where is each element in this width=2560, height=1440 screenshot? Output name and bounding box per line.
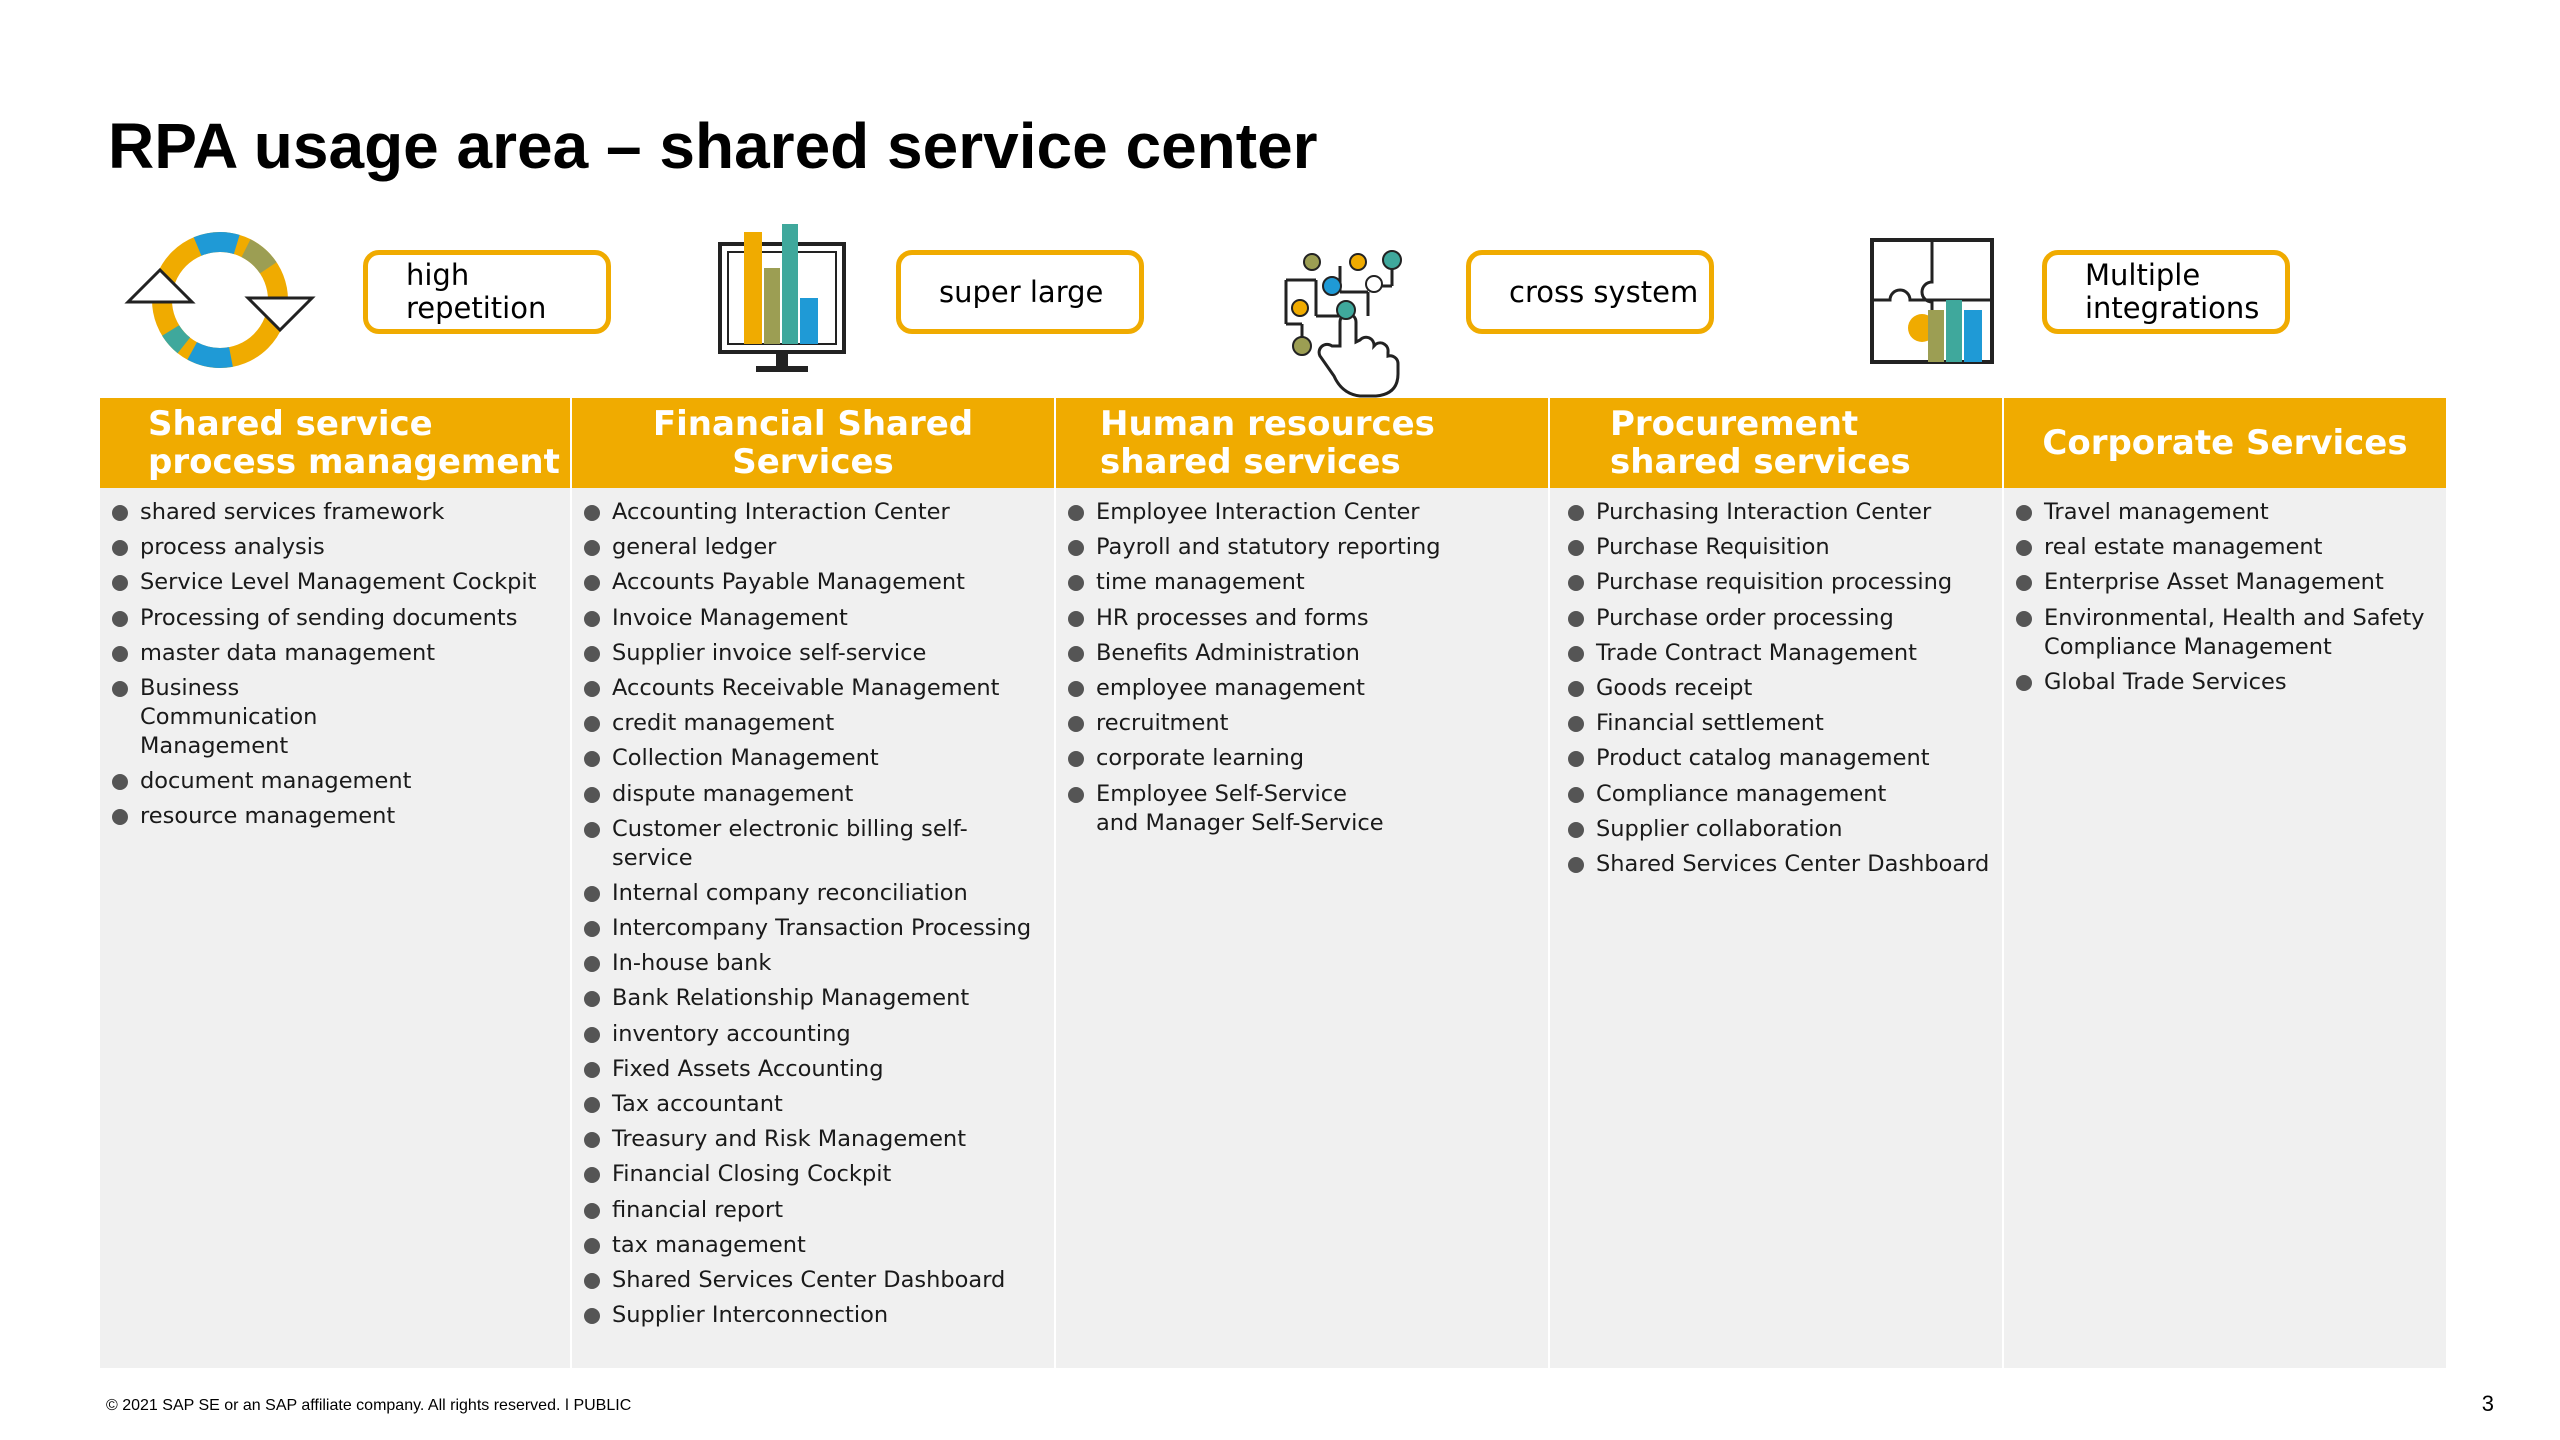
column-procurement bbox=[1550, 398, 2004, 1368]
list-item: Employee Interaction Center bbox=[1066, 498, 1540, 527]
item-list bbox=[100, 488, 570, 838]
list-item: Compliance management bbox=[1566, 780, 1994, 809]
list-item: Purchasing Interaction Center bbox=[1566, 498, 1994, 527]
list-item: document management bbox=[110, 767, 562, 796]
column-human-resources bbox=[1056, 398, 1550, 1368]
column-financial-shared-services bbox=[572, 398, 1056, 1368]
column-shared-service-process bbox=[100, 398, 572, 1368]
list-item: Internal company reconciliation bbox=[582, 879, 1046, 908]
bar-chart-monitor-icon bbox=[716, 220, 850, 380]
list-item: Benefits Administration bbox=[1066, 639, 1540, 668]
list-item: general ledger bbox=[582, 533, 1046, 562]
attribute-pill-super-large: super large bbox=[896, 250, 1144, 334]
attribute-pill-multiple-integrations: Multiple integrations bbox=[2042, 250, 2290, 334]
list-item: Intercompany Transaction Processing bbox=[582, 914, 1046, 943]
list-item: financial report bbox=[582, 1196, 1046, 1225]
list-item: Supplier collaboration bbox=[1566, 815, 1994, 844]
list-item: resource management bbox=[110, 802, 562, 831]
list-item: Product catalog management bbox=[1566, 744, 1994, 773]
list-item: Environmental, Health and Safety Compliance Management bbox=[2014, 604, 2438, 662]
list-item: Customer electronic billing self-service bbox=[582, 815, 1046, 873]
list-item: Bank Relationship Management bbox=[582, 984, 1046, 1013]
list-item: Shared Services Center Dashboard bbox=[582, 1266, 1046, 1295]
puzzle-icon bbox=[1868, 236, 1996, 366]
list-item: Treasury and Risk Management bbox=[582, 1125, 1046, 1154]
list-item: recruitment bbox=[1066, 709, 1540, 738]
item-list bbox=[2004, 488, 2446, 703]
list-item: Supplier invoice self-service bbox=[582, 639, 1046, 668]
list-item: shared services framework bbox=[110, 498, 562, 527]
service-areas-table bbox=[100, 398, 2446, 1368]
list-item: employee management bbox=[1066, 674, 1540, 703]
item-list bbox=[1550, 488, 2002, 885]
refresh-cycle-icon bbox=[124, 228, 316, 372]
list-item: HR processes and forms bbox=[1066, 604, 1540, 633]
list-item: dispute management bbox=[582, 780, 1046, 809]
list-item: Accounting Interaction Center bbox=[582, 498, 1046, 527]
column-header: Human resources shared services bbox=[1056, 398, 1548, 488]
list-item: Goods receipt bbox=[1566, 674, 1994, 703]
list-item: Purchase requisition processing bbox=[1566, 568, 1994, 597]
list-item: Global Trade Services bbox=[2014, 668, 2438, 697]
list-item: Business Communication Management bbox=[110, 674, 562, 761]
column-header: Financial Shared Services bbox=[572, 398, 1054, 488]
list-item: Financial settlement bbox=[1566, 709, 1994, 738]
list-item: Fixed Assets Accounting bbox=[582, 1055, 1046, 1084]
copyright-footer: © 2021 SAP SE or an SAP affiliate company. All rights reserved. ǀ PUBLIC bbox=[106, 1397, 632, 1414]
hand-network-icon bbox=[1276, 246, 1414, 400]
list-item: credit management bbox=[582, 709, 1046, 738]
attribute-pill-high-repetition: high repetition bbox=[363, 250, 611, 334]
list-item: Purchase Requisition bbox=[1566, 533, 1994, 562]
list-item: Payroll and statutory reporting bbox=[1066, 533, 1540, 562]
list-item: tax management bbox=[582, 1231, 1046, 1260]
list-item: Shared Services Center Dashboard bbox=[1566, 850, 1994, 879]
list-item: In-house bank bbox=[582, 949, 1046, 978]
list-item: time management bbox=[1066, 568, 1540, 597]
list-item: Employee Self-Service and Manager Self-Service bbox=[1066, 780, 1540, 838]
list-item: master data management bbox=[110, 639, 562, 668]
list-item: Invoice Management bbox=[582, 604, 1046, 633]
list-item: Travel management bbox=[2014, 498, 2438, 527]
list-item: Collection Management bbox=[582, 744, 1046, 773]
list-item: corporate learning bbox=[1066, 744, 1540, 773]
list-item: Purchase order processing bbox=[1566, 604, 1994, 633]
list-item: Supplier Interconnection bbox=[582, 1301, 1046, 1330]
item-list bbox=[1056, 488, 1548, 844]
list-item: process analysis bbox=[110, 533, 562, 562]
column-header: Corporate Services bbox=[2004, 398, 2446, 488]
item-list bbox=[572, 488, 1054, 1336]
column-header: Shared service process management bbox=[100, 398, 570, 488]
column-corporate-services bbox=[2004, 398, 2446, 1368]
list-item: Accounts Payable Management bbox=[582, 568, 1046, 597]
page-number: 3 bbox=[2481, 1391, 2494, 1416]
list-item: Tax accountant bbox=[582, 1090, 1046, 1119]
list-item: Enterprise Asset Management bbox=[2014, 568, 2438, 597]
list-item: inventory accounting bbox=[582, 1020, 1046, 1049]
page-title: RPA usage area – shared service center bbox=[108, 110, 1318, 182]
list-item: Financial Closing Cockpit bbox=[582, 1160, 1046, 1189]
attribute-pill-cross-system: cross system bbox=[1466, 250, 1714, 334]
list-item: Service Level Management Cockpit bbox=[110, 568, 562, 597]
list-item: Processing of sending documents bbox=[110, 604, 562, 633]
list-item: Trade Contract Management bbox=[1566, 639, 1994, 668]
column-header: Procurement shared services bbox=[1550, 398, 2002, 488]
list-item: Accounts Receivable Management bbox=[582, 674, 1046, 703]
list-item: real estate management bbox=[2014, 533, 2438, 562]
